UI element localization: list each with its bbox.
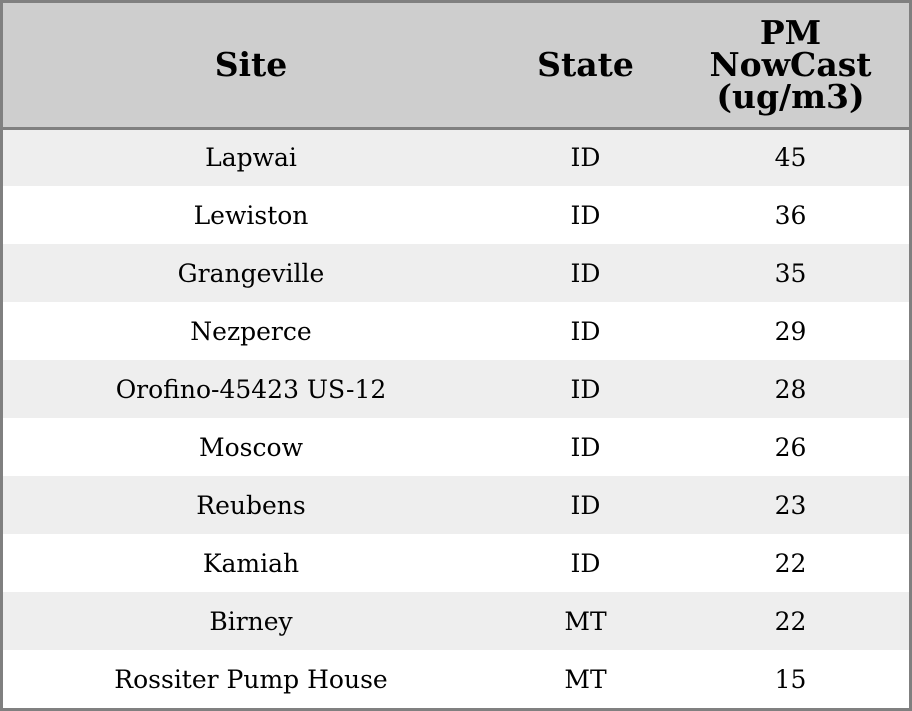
pm-value-cell: 28 <box>774 374 807 404</box>
site-cell: Lapwai <box>205 143 297 173</box>
pm-value-cell: 35 <box>774 258 807 288</box>
state-cell: ID <box>570 548 601 578</box>
site-cell: Nezperce <box>190 316 312 346</box>
column-header-pm-nowcast-label: PM NowCast (ug/m3) <box>709 12 872 116</box>
state-cell: ID <box>570 374 601 404</box>
table-row <box>3 418 909 476</box>
site-cell: Kamiah <box>202 548 300 578</box>
pm-value-cell: 23 <box>774 490 807 520</box>
pm-value-cell: 36 <box>774 200 807 230</box>
pm-value-cell: 22 <box>774 548 807 578</box>
pm-value-cell: 29 <box>774 316 807 346</box>
table-row <box>3 592 909 650</box>
column-header-pm-nowcast <box>672 3 909 128</box>
state-cell: ID <box>570 143 601 173</box>
table-row <box>3 302 909 360</box>
pm-value-cell: 22 <box>774 606 807 636</box>
pm-value-cell: 45 <box>774 143 807 173</box>
site-cell: Moscow <box>199 432 303 462</box>
state-cell: ID <box>570 258 601 288</box>
column-header-state: State <box>499 3 672 128</box>
state-cell: MT <box>564 606 607 636</box>
state-cell: ID <box>570 200 601 230</box>
header-row <box>3 3 909 128</box>
table-row <box>3 476 909 534</box>
table-row <box>3 186 909 244</box>
pm-value-cell: 15 <box>774 664 807 694</box>
table-row <box>3 360 909 418</box>
state-cell: ID <box>570 432 601 462</box>
site-cell: Grangeville <box>177 258 325 288</box>
site-cell: Orofino-45423 US-12 <box>115 374 387 404</box>
table-row <box>3 244 909 302</box>
site-cell: Lewiston <box>193 200 309 230</box>
table-row <box>3 534 909 592</box>
site-cell: Reubens <box>196 490 306 520</box>
data-table <box>3 3 909 708</box>
site-cell: Rossiter Pump House <box>114 664 388 694</box>
state-cell: ID <box>570 316 601 346</box>
table-row <box>3 650 909 708</box>
table-body <box>3 128 909 708</box>
column-header-site: Site <box>3 3 499 128</box>
state-cell: MT <box>564 664 607 694</box>
state-cell: ID <box>570 490 601 520</box>
pm-value-cell: 26 <box>774 432 807 462</box>
site-cell: Birney <box>209 606 293 636</box>
table-row <box>3 128 909 186</box>
